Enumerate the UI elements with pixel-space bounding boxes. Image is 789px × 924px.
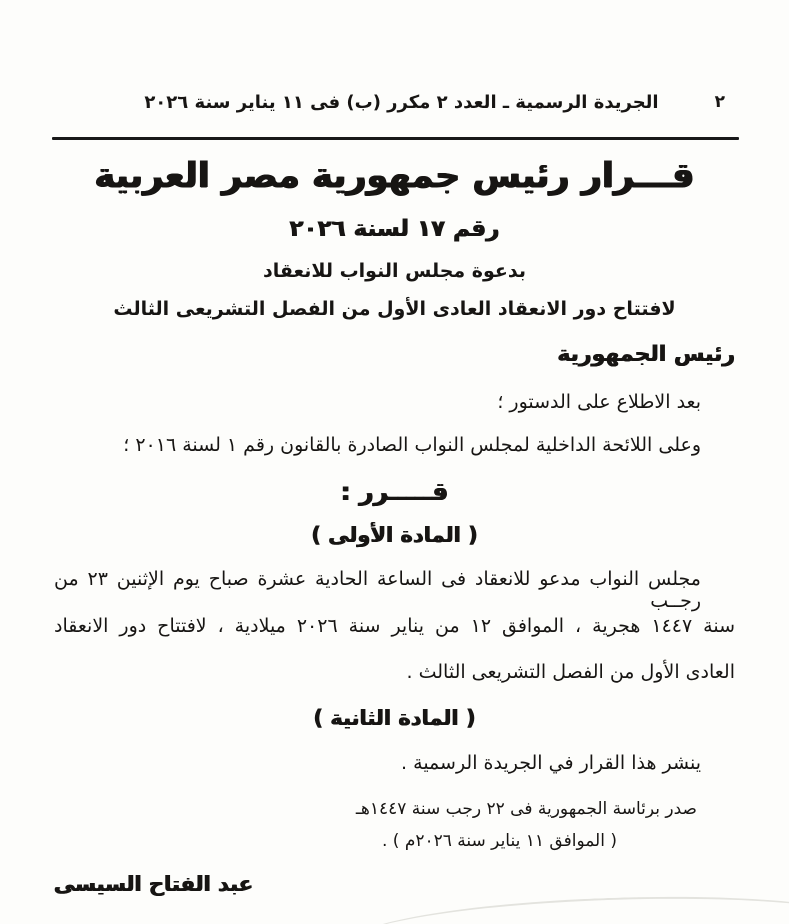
decree-subject-line-2: لافتتاح دور الانعقاد العادى الأول من الفصل التشريعى الثالث [113,298,676,320]
article-1-body-line-2: سنة ١٤٤٧ هجرية ، الموافق ١٢ من يناير سنة ٢٠٢٦ ميلادية ، لافتتاح دور الانعقاد [54,615,735,637]
decided-word: قـــــرر : [340,477,449,506]
preamble-line-2: وعلى اللائحة الداخلية لمجلس النواب الصادرة بالقانون رقم ١ لسنة ٢٠١٦ ؛ [123,434,701,456]
page-number: ٢ [714,92,725,112]
page-header [55,92,735,113]
article-1-heading: ( المادة الأولى ) [311,523,478,547]
header-divider [52,137,739,140]
president-signature: عبد الفتاح السيسى [54,872,254,896]
article-2-body: ينشر هذا القرار في الجريدة الرسمية . [401,752,701,774]
article-2-heading: ( المادة الثانية ) [313,706,476,730]
article-1-body-line-1: مجلس النواب مدعو للانعقاد فى الساعة الحادية عشرة صباح يوم الإثنين ٢٣ من رجــب [54,568,701,612]
preamble-line-1: بعد الاطلاع على الدستور ؛ [497,391,701,413]
authority-title: رئيس الجمهورية [557,342,735,367]
decree-title: قـــرار رئيس جمهورية مصر العربية [94,156,695,196]
decree-subject-line-1: بدعوة مجلس النواب للانعقاد [262,260,527,282]
article-1-body-line-3: العادى الأول من الفصل التشريعى الثالث . [406,661,735,683]
decree-number-line: رقم ١٧ لسنة ٢٠٢٦ [289,216,500,242]
gazette-issue-line: الجريدة الرسمية ـ العدد ٢ مكرر (ب) فى ١١ يناير سنة ٢٠٢٦ [144,92,659,113]
issuance-date-hijri: صدر برئاسة الجمهورية فى ٢٢ رجب سنة ١٤٤٧هـ [355,799,697,819]
issuance-date-gregorian: ( الموافق ١١ يناير سنة ٢٠٢٦م ) . [381,831,617,851]
